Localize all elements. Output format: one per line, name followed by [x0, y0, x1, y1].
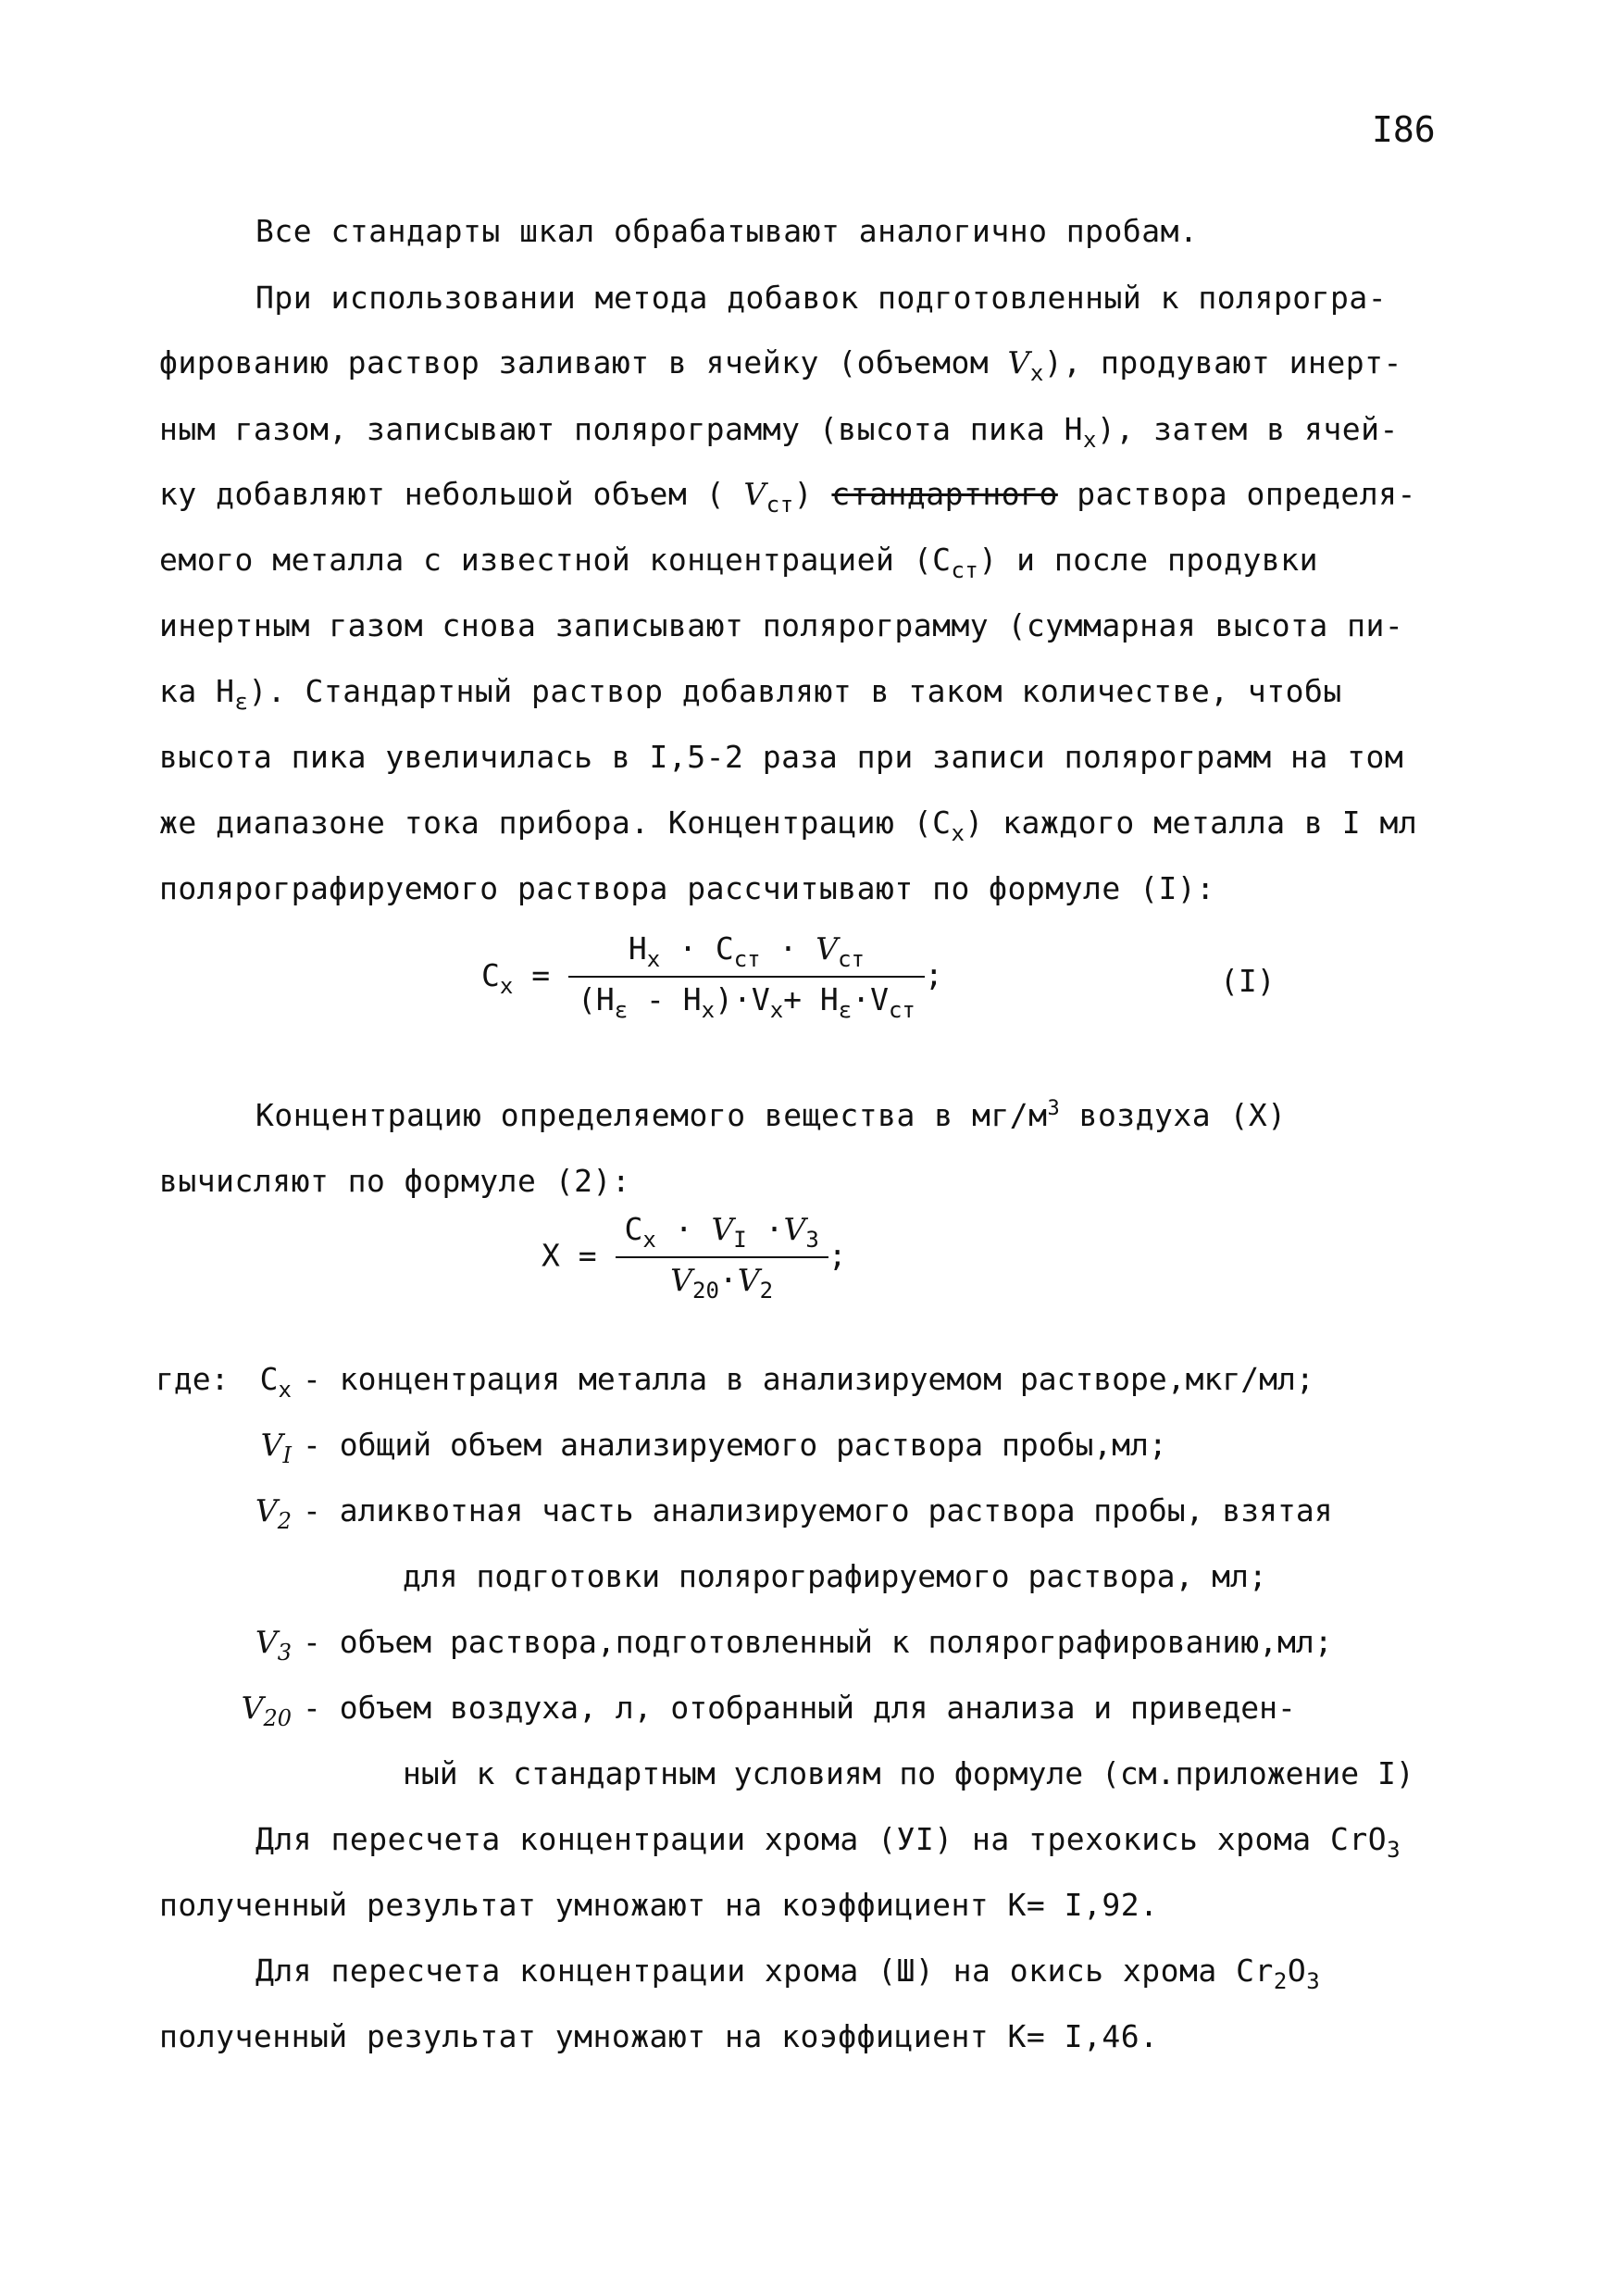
paragraph-line: высота пика увеличилась в I,5-2 раза при записи полярограмм на том: [159, 739, 1404, 775]
paragraph-line: Все стандарты шкал обрабатывают аналогично пробам.: [255, 213, 1199, 249]
legend-item: $V_{20}$ - объем воздуха, л, отобранный для анализа и приведен-: [218, 1690, 1296, 1731]
formula-1-lhs: $C_x$: [481, 956, 514, 999]
legend-item: $V_3$ - объем раствора,подготовленный к полярографированию,мл;: [218, 1624, 1333, 1666]
paragraph-line: ку добавляют небольшой объем ( $V_{ст}$) стандартного раствора определя-: [159, 476, 1416, 518]
page-number: I86: [1372, 109, 1436, 150]
paragraph-line: вычисляют по формуле (2):: [159, 1163, 631, 1199]
legend-item: $V_2$ - аликвотная часть анализируемого раствора пробы, взятая: [218, 1492, 1333, 1534]
legend-symbol: $V_3$: [255, 1624, 292, 1666]
paragraph-line: Для пересчета концентрации хрома (Ш) на окись хрома $Cr_2O_3$: [255, 1953, 1321, 1994]
paragraph-line: фированию раствор заливают в ячейку (объемом $V_x$), продувают инерт-: [159, 344, 1402, 386]
legend-item: $V_I$ - общий объем анализируемого раствора пробы,мл;: [218, 1427, 1167, 1468]
where-label: где:: [156, 1361, 230, 1397]
paragraph-line: полученный результат умножают на коэффициент К= I,92.: [159, 1887, 1159, 1923]
legend-item-continuation: ный к стандартным условиям по формуле (см.приложение I): [403, 1755, 1414, 1791]
formula-2-denominator: $V_{20}\cdot V_2$: [616, 1256, 828, 1304]
legend-item-continuation: для подготовки полярографируемого раствора, мл;: [403, 1558, 1267, 1594]
formula-1: $C_x$ = $\frac{H_x \cdot C_{ст} \cdot V_{ст}}{(H_\varepsilon - H_x)\cdot V_x+ H_\varepsilon\cdot V_{ст}}$ ;: [481, 930, 943, 1023]
paragraph-line: полярографируемого раствора рассчитывают по формуле (I):: [159, 870, 1215, 906]
legend-symbol: $V_{20}$: [241, 1690, 292, 1731]
legend-symbol: $V_I$: [260, 1427, 292, 1468]
paragraph-line: Концентрацию определяемого вещества в $мг/м^3$ воздуха (X): [255, 1097, 1287, 1133]
paragraph-line: При использовании метода добавок подготовленный к полярогра-: [255, 280, 1388, 316]
legend-symbol: $C_x$: [259, 1361, 292, 1403]
volume-symbol: V: [1007, 344, 1030, 381]
formula-2: X = $\frac{C_x \cdot V_I \cdot V_3}{V_{20}\cdot V_2}$ ;: [542, 1211, 847, 1304]
paragraph-line: же диапазоне тока прибора. Концентрацию $(C_x)$ каждого металла в I мл: [159, 805, 1418, 846]
paragraph-line: ным газом, записывают полярограмму (высота пика $H_x$), затем в ячей-: [159, 411, 1399, 453]
legend-symbol: $V_2$: [255, 1492, 292, 1534]
paragraph-line: инертным газом снова записывают полярограмму (суммарная высота пи-: [159, 607, 1404, 643]
formula-2-fraction: [616, 1211, 828, 1304]
formula-2-numerator: $C_x \cdot V_I \cdot V_3$: [624, 1211, 819, 1253]
formula-1-denominator: $(H_\varepsilon - H_x)\cdot V_x+ H_\varepsilon\cdot V_{ст}$: [568, 976, 925, 1023]
paragraph-line: ка $H_\varepsilon$). Стандартный раствор добавляют в таком количестве, чтобы: [159, 673, 1342, 715]
formula-1-numerator: $H_x \cdot C_{ст} \cdot V_{ст}$: [628, 930, 865, 972]
equation-number: (I): [1220, 963, 1276, 999]
formula-1-fraction: [568, 930, 925, 1023]
paragraph-line: Для пересчета концентрации хрома (УI) на трехокись хрома CrO$_3$: [255, 1821, 1401, 1863]
legend-item: $C_x$ - концентрация металла в анализируемом растворе,мкг/мл;: [218, 1361, 1314, 1403]
paragraph-line: емого металла с известной концентрацией $(C_{ст})$ и после продувки: [159, 542, 1318, 583]
paragraph-line: полученный результат умножают на коэффициент К= I,46.: [159, 2018, 1159, 2054]
